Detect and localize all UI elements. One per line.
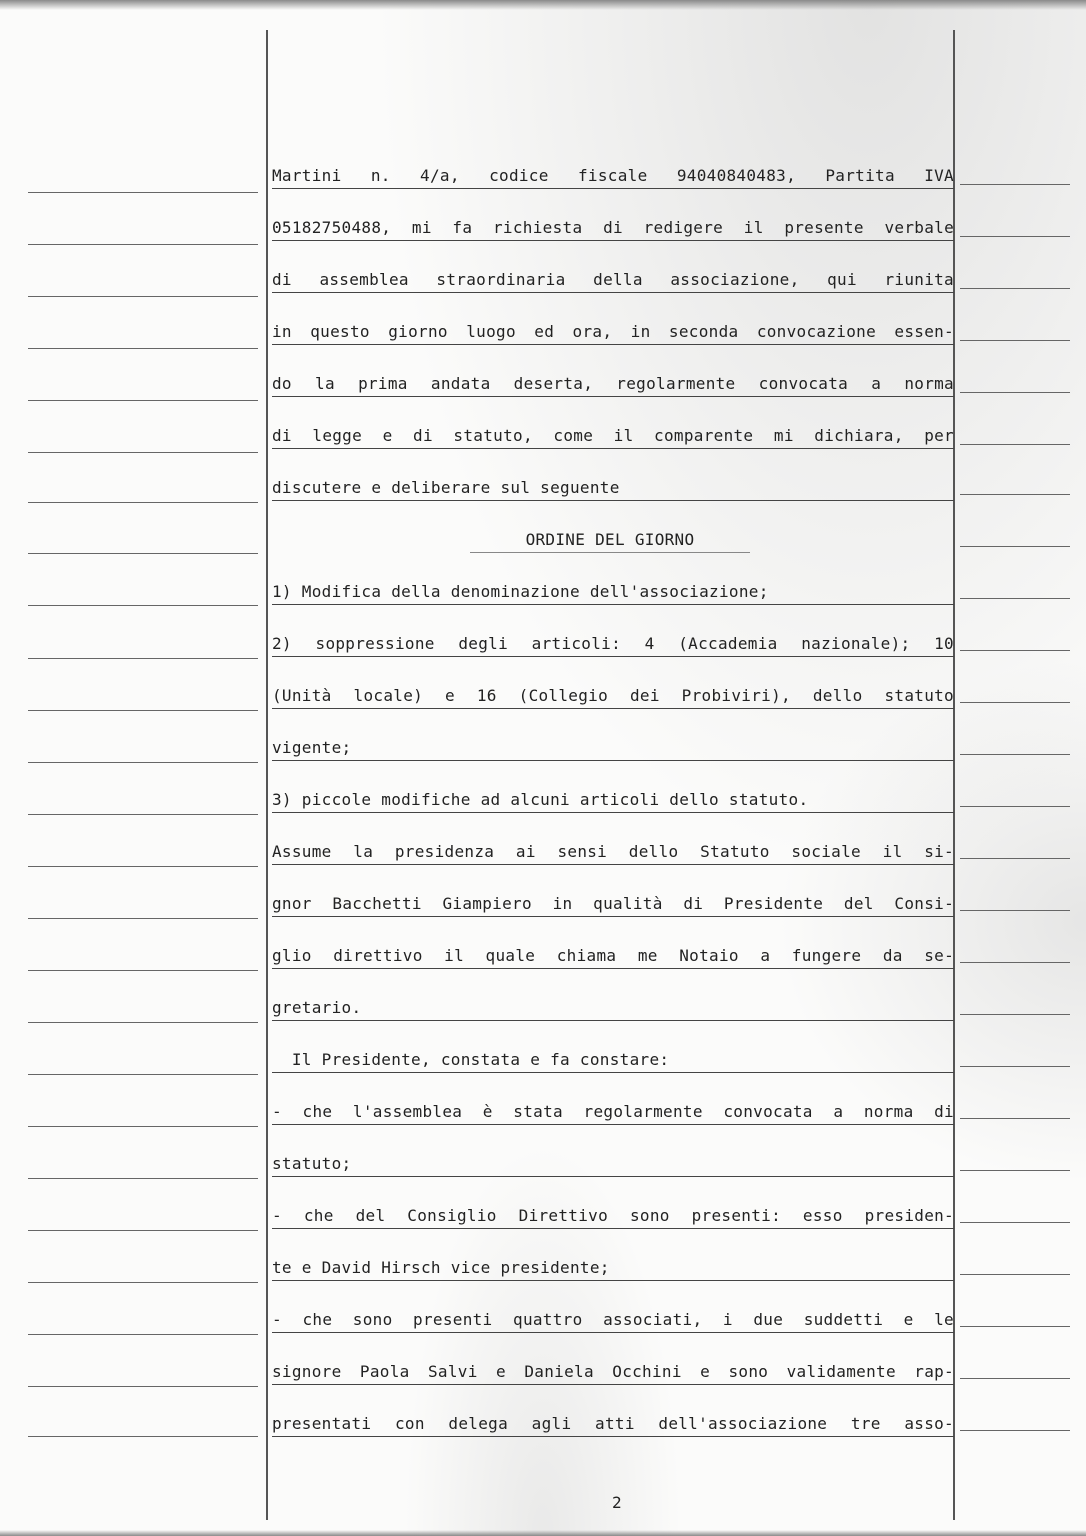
left-margin-line	[266, 30, 268, 1520]
text-line: - che sono presenti quattro associati, i due suddetti e le	[272, 1310, 954, 1333]
text-line: statuto;	[272, 1154, 954, 1177]
text-line: gnor Bacchetti Giampiero in qualità di Presidente del Consi-	[272, 894, 954, 917]
right-margin-dash	[960, 392, 1070, 393]
left-margin-dash	[28, 762, 258, 763]
left-margin-dash	[28, 192, 258, 193]
right-margin-dash	[960, 1430, 1070, 1431]
right-margin-dash	[960, 962, 1070, 963]
text-line: di assemblea straordinaria della associazione, qui riunita	[272, 270, 954, 293]
left-margin-dash	[28, 244, 258, 245]
text-line: te e David Hirsch vice presidente;	[272, 1258, 954, 1281]
right-margin-dash	[960, 444, 1070, 445]
left-margin-dash	[28, 970, 258, 971]
right-margin-line	[953, 30, 955, 1520]
right-margin-dash	[960, 1066, 1070, 1067]
text-line: Martini n. 4/a, codice fiscale 94040840483, Partita IVA	[272, 166, 954, 189]
text-line: in questo giorno luogo ed ora, in seconda convocazione essen-	[272, 322, 954, 345]
text-line: signore Paola Salvi e Daniela Occhini e sono validamente rap-	[272, 1362, 954, 1385]
right-margin-dash	[960, 1378, 1070, 1379]
left-margin-dash	[28, 1126, 258, 1127]
left-margin-dash	[28, 814, 258, 815]
left-margin-dash	[28, 866, 258, 867]
right-margin-dash	[960, 598, 1070, 599]
text-line: presentati con delega agli atti dell'associazione tre asso-	[272, 1414, 954, 1437]
text-line: 05182750488, mi fa richiesta di redigere il presente verbale	[272, 218, 954, 241]
text-line: glio direttivo il quale chiama me Notaio a fungere da se-	[272, 946, 954, 969]
right-margin-dash	[960, 494, 1070, 495]
scan-top-edge	[0, 0, 1086, 10]
right-margin-dash	[960, 1274, 1070, 1275]
left-margin-dash	[28, 502, 258, 503]
text-line: Assume la presidenza ai sensi dello Statuto sociale il si-	[272, 842, 954, 865]
text-line: - che del Consiglio Direttivo sono presenti: esso presiden-	[272, 1206, 954, 1229]
right-margin-dash	[960, 1118, 1070, 1119]
right-margin-dash	[960, 858, 1070, 859]
left-margin-dash	[28, 1334, 258, 1335]
left-margin-dash	[28, 1282, 258, 1283]
right-margin-dash	[960, 650, 1070, 651]
left-margin-dash	[28, 1178, 258, 1179]
left-margin-dash	[28, 605, 258, 606]
left-margin-dash	[28, 296, 258, 297]
right-margin-dash	[960, 1170, 1070, 1171]
right-margin-dash	[960, 236, 1070, 237]
left-margin-dash	[28, 1230, 258, 1231]
text-line: discutere e deliberare sul seguente	[272, 478, 954, 501]
text-line: 2) soppressione degli articoli: 4 (Accademia nazionale); 10	[272, 634, 954, 657]
left-margin-dash	[28, 658, 258, 659]
right-margin-dash	[960, 1326, 1070, 1327]
text-line: - che l'assemblea è stata regolarmente convocata a norma di	[272, 1102, 954, 1125]
left-margin-dash	[28, 710, 258, 711]
left-margin-dash	[28, 1022, 258, 1023]
left-margin-dash	[28, 348, 258, 349]
text-line: gretario.	[272, 998, 954, 1021]
left-margin-dash	[28, 1436, 258, 1437]
text-line: 3) piccole modifiche ad alcuni articoli dello statuto.	[272, 790, 954, 813]
scan-bottom-edge	[0, 1530, 1086, 1536]
text-line: vigente;	[272, 738, 954, 761]
right-margin-dash	[960, 910, 1070, 911]
right-margin-dash	[960, 340, 1070, 341]
right-margin-dash	[960, 1014, 1070, 1015]
text-line: do la prima andata deserta, regolarmente convocata a norma	[272, 374, 954, 397]
text-line: (Unità locale) e 16 (Collegio dei Probiviri), dello statuto	[272, 686, 954, 709]
left-margin-dash	[28, 452, 258, 453]
right-margin-dash	[960, 546, 1070, 547]
left-margin-dash	[28, 400, 258, 401]
text-line: Il Presidente, constata e fa constare:	[272, 1050, 954, 1073]
left-margin-dash	[28, 1386, 258, 1387]
right-margin-dash	[960, 184, 1070, 185]
section-heading: ORDINE DEL GIORNO	[470, 530, 750, 553]
right-margin-dash	[960, 288, 1070, 289]
left-margin-dash	[28, 1074, 258, 1075]
right-margin-dash	[960, 754, 1070, 755]
text-line: di legge e di statuto, come il comparente mi dichiara, per	[272, 426, 954, 449]
page-number: 2	[612, 1493, 622, 1512]
text-line: 1) Modifica della denominazione dell'associazione;	[272, 582, 954, 605]
right-margin-dash	[960, 1222, 1070, 1223]
right-margin-dash	[960, 702, 1070, 703]
left-margin-dash	[28, 918, 258, 919]
right-margin-dash	[960, 806, 1070, 807]
left-margin-dash	[28, 553, 258, 554]
